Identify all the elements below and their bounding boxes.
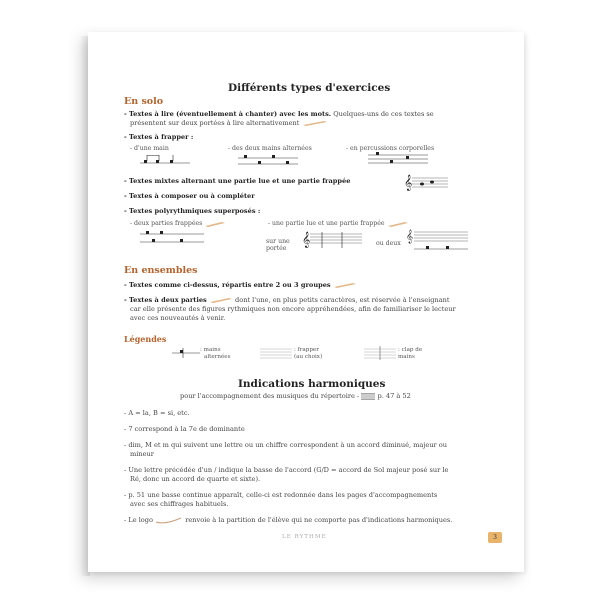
solo-item-1: - Textes à lire (éventuellement à chanter) avec les mots. Quelques-uns de ces textes se [124,110,434,118]
legend-alternating-hands: : mains alternées [200,347,231,360]
legend-clap: : clap de mains [398,347,423,360]
harmonic-subtitle: pour l'accompagnement des musiques du répertoire - p. 47 à 52 [180,392,411,400]
legend-frap: : frapper (au choix) [294,347,323,360]
rhythm-example-two-hands [238,154,298,168]
hand-perc-label: - en percussions corporelles [346,145,435,152]
ensemble-item-2-cont: car elle présente des figures rythmiques non encore appréhendées, afin de familiariser le lecteur [130,305,456,313]
footer-mark: LE RYTHME [282,534,327,540]
document-page [88,32,524,572]
harmonic-line-3: - dim, M et m qui suivent une lettre ou un chiffre correspondent à un accord diminué, majeur ou [124,441,448,449]
solo-item-2: - Textes à frapper : [124,133,194,141]
rhythm-example-one-hand [140,155,190,167]
pencil-icon [204,221,226,227]
poly-b-two-staves: ou deux [376,240,401,247]
ensemble-item-2-cont2: avec ces nouveautés à venir. [130,314,226,322]
solo-item-1-cont: présentent sur deux portées à lire alternativement [130,119,328,129]
rhythm-example-percussion [368,152,428,168]
pencil-icon [209,297,233,303]
svg-text:𝄞: 𝄞 [404,175,413,191]
hand-two-label: - des deux mains alternées [228,145,312,152]
harmonic-line-2: - 7 correspond à la 7e de dominante [124,425,245,433]
mixed-text-staff [404,174,448,192]
keyboard-icon [361,393,375,400]
legend-alternating-hands-symbol [172,348,200,358]
pencil-icon [387,221,409,227]
solo-item-5: - Textes polyrythmiques superposés : [124,207,261,215]
harmonic-line-4-cont: Ré, donc un accord de quarte et sixte). [130,475,261,483]
solo-item-3: - Textes mixtes alternant une partie lue et une partie frappée [124,177,351,185]
legend-frap-symbol [260,346,292,360]
legend-clap-symbol [364,346,396,360]
ensemble-item-1: - Textes comme ci-dessus, répartis entre 2 ou 3 groupes [124,281,357,291]
section-legend-heading: Légendes [124,334,167,344]
svg-text:𝄞: 𝄞 [302,232,311,248]
harmonic-line-1: - A = la, B = si, etc. [124,409,190,417]
pencil-icon [333,282,357,288]
harmonic-line-6: - Le logo renvoie à la partition de l'élève qui ne comporte pas d'indications harmoniques. [124,516,453,524]
pencil-logo-icon [155,516,183,524]
poly-b-one-staff: sur une [266,238,290,245]
poly-one-staff-example [302,230,362,250]
ensemble-item-2: - Textes à deux parties dont l'une, en plus petits caractères, est réservée à l'enseignant [124,296,450,304]
section-ensemble-heading: En ensembles [124,265,198,276]
svg-text:𝄞: 𝄞 [406,229,414,243]
harmonic-line-3-cont: mineur [130,450,154,458]
poly-b-label: - une partie lue et une partie frappée [268,220,409,227]
poly-a-label: - deux parties frappées [130,220,226,227]
poly-b-one-staff-2: portée [266,245,287,252]
harmonic-title: Indications harmoniques [238,378,386,390]
section-solo-heading: En solo [124,96,164,107]
pencil-icon [302,120,328,126]
poly-two-staves-example [406,228,468,254]
page-title: Différents types d'exercices [228,82,391,94]
page-number-badge: 3 [488,532,502,543]
harmonic-line-5-cont: avec ses chiffrages habituels. [130,500,229,508]
poly-two-parts-staff [140,230,204,246]
hand-one-label: - d'une main [130,145,169,152]
harmonic-line-5: - p. 51 une basse continue apparaît, celle-ci est redonnée dans les pages d'accompagnements [124,491,438,499]
solo-item-4: - Textes à composer ou à compléter [124,192,255,200]
harmonic-line-4: - Une lettre précédée d'un / indique la basse de l'accord (G/D = accord de Sol majeur posé sur le [124,466,449,474]
